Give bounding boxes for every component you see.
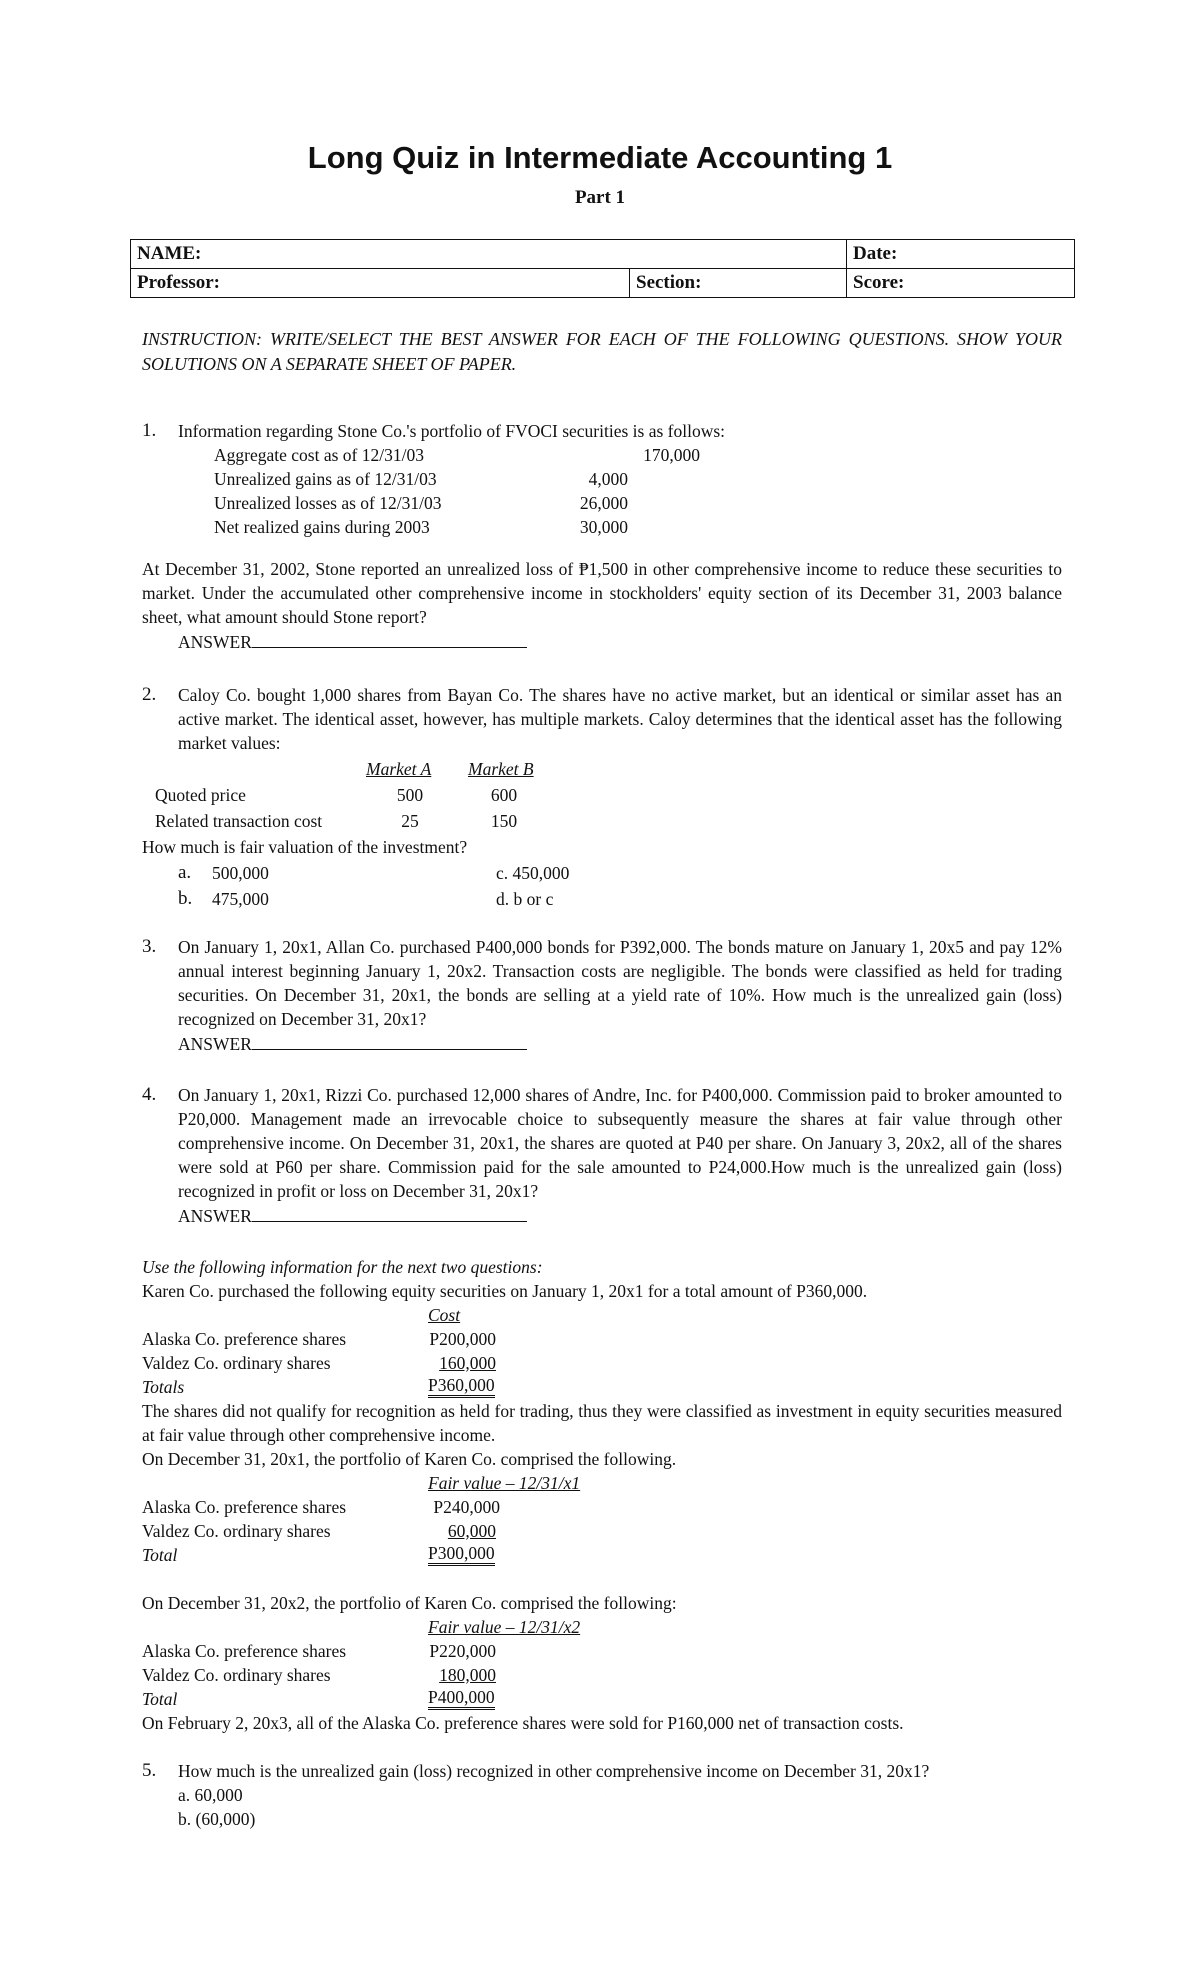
q1-intro: Information regarding Stone Co.'s portfolio of FVOCI securities is as follows: bbox=[178, 421, 726, 441]
q3-text: On January 1, 20x1, Allan Co. purchased P400,000 bonds for P392,000. The bonds mature on January 1, 20x5 and pay 12% annual interest beginning January 1, 20x2. Transaction costs are negligible. The bonds were classified as held for trading securities. On December 31, 20x1, the bonds are selling at a yield rate of 10%. How much is the unrealized gain (loss) recognized on December 31, 20x1? bbox=[178, 937, 1062, 1029]
fv2-total-value: P400,000 bbox=[428, 1687, 495, 1710]
fv2-row-label: Alaska Co. preference shares bbox=[142, 1641, 347, 1661]
q2-option-c[interactable]: c. 450,000 bbox=[496, 863, 570, 883]
q2-option-a[interactable]: 500,000 bbox=[212, 863, 269, 883]
q2-row-value-a: 25 bbox=[401, 811, 419, 831]
fv1-header: Fair value – 12/31/x1 bbox=[428, 1473, 581, 1493]
score-field: Score: bbox=[847, 269, 1075, 298]
q2-col-market-b: Market B bbox=[468, 759, 534, 779]
cost-row-value: P200,000 bbox=[429, 1329, 496, 1349]
q2-option-a-letter: a. bbox=[178, 862, 192, 883]
q2-row-value-b: 150 bbox=[490, 811, 518, 831]
q1-row-label: Unrealized gains as of 12/31/03 bbox=[214, 469, 437, 489]
q2-row-label: Related transaction cost bbox=[155, 811, 323, 831]
answer-label: ANSWER bbox=[178, 1034, 252, 1054]
cost-total-value: P360,000 bbox=[428, 1375, 495, 1398]
q2-option-b-letter: b. bbox=[178, 888, 193, 909]
q5-number: 5. bbox=[142, 1760, 157, 1781]
fv2-total-label: Total bbox=[142, 1689, 178, 1709]
q1-row-value: 30,000 bbox=[579, 517, 628, 537]
fv2-row-label: Valdez Co. ordinary shares bbox=[142, 1665, 331, 1685]
q1-row-value: 26,000 bbox=[579, 493, 628, 513]
q1-text: At December 31, 2002, Stone reported an unrealized loss of ₱1,500 in other comprehensive income to reduce these securities to market. Under the accumulated other comprehensive income in stockholders' equity section of its December 31, 2003 balance sheet, what amount should Stone report? bbox=[142, 559, 1062, 627]
q3-number: 3. bbox=[142, 936, 157, 957]
date-field: Date: bbox=[847, 240, 1075, 269]
case-intro: Karen Co. purchased the following equity securities on January 1, 20x1 for a total amount of P360,000. bbox=[142, 1281, 868, 1301]
q1-row-value: 4,000 bbox=[588, 469, 628, 489]
case-intro-italic: Use the following information for the next two questions: bbox=[142, 1257, 543, 1277]
fv2-row-value: P220,000 bbox=[429, 1641, 496, 1661]
case-para-4: On February 2, 20x3, all of the Alaska Co. preference shares were sold for P160,000 net of transaction costs. bbox=[142, 1713, 904, 1733]
q2-row-label: Quoted price bbox=[155, 785, 246, 805]
q2-row-value-a: 500 bbox=[396, 785, 424, 805]
fv1-total-value: P300,000 bbox=[428, 1543, 495, 1566]
fv1-row-label: Valdez Co. ordinary shares bbox=[142, 1521, 331, 1541]
answer-label: ANSWER bbox=[178, 632, 252, 652]
q1-answer-line[interactable] bbox=[178, 629, 527, 654]
fv1-total-label: Total bbox=[142, 1545, 178, 1565]
q1-row-label: Unrealized losses as of 12/31/03 bbox=[214, 493, 442, 513]
q1-row-label: Net realized gains during 2003 bbox=[214, 517, 430, 537]
q1-number: 1. bbox=[142, 420, 157, 441]
cost-header: Cost bbox=[428, 1305, 461, 1325]
q2-col-market-a: Market A bbox=[366, 759, 432, 779]
q2-number: 2. bbox=[142, 684, 157, 705]
cost-total-label: Totals bbox=[142, 1377, 185, 1397]
q5-text: How much is the unrealized gain (loss) recognized in other comprehensive income on December 31, 20x1? bbox=[178, 1761, 930, 1781]
cost-row-value: 160,000 bbox=[439, 1353, 496, 1373]
q4-number: 4. bbox=[142, 1084, 157, 1105]
q2-text: Caloy Co. bought 1,000 shares from Bayan Co. The shares have no active market, but an identical or similar asset has an active market. The identical asset, however, has multiple markets. Caloy determines that the identical asset has the following market values: bbox=[178, 685, 1062, 753]
fv1-row-value: P240,000 bbox=[433, 1497, 500, 1517]
answer-label: ANSWER bbox=[178, 1206, 252, 1226]
q5-option-b[interactable]: b. (60,000) bbox=[178, 1809, 256, 1829]
case-para-1: The shares did not qualify for recognition as held for trading, thus they were classified as investment in equity securities measured at fair value through other comprehensive income. bbox=[142, 1401, 1062, 1445]
student-info-table bbox=[130, 239, 1075, 298]
q3-answer-line[interactable] bbox=[178, 1031, 527, 1056]
q1-row-value: 170,000 bbox=[643, 445, 700, 465]
fv2-header: Fair value – 12/31/x2 bbox=[428, 1617, 581, 1637]
name-field: NAME: bbox=[131, 240, 847, 269]
page-title: Long Quiz in Intermediate Accounting 1 bbox=[307, 140, 893, 175]
case-para-2: On December 31, 20x1, the portfolio of Karen Co. comprised the following. bbox=[142, 1449, 677, 1469]
case-para-3: On December 31, 20x2, the portfolio of Karen Co. comprised the following: bbox=[142, 1593, 677, 1613]
q4-text: On January 1, 20x1, Rizzi Co. purchased 12,000 shares of Andre, Inc. for P400,000. Commission paid to broker amounted to P20,000. Management made an irrevocable choice to subsequently measure the shares at fair value through other comprehensive income. On December 31, 20x1, the shares are quoted at P40 per share. On January 3, 20x2, all of the shares were sold at P60 per share. Commission paid for the sale amounted to P24,000.How much is the unrealized gain (loss) recognized in profit or loss on December 31, 20x1? bbox=[178, 1085, 1062, 1201]
q1-row-label: Aggregate cost as of 12/31/03 bbox=[214, 445, 424, 465]
q2-row-value-b: 600 bbox=[490, 785, 518, 805]
q2-question: How much is fair valuation of the investment? bbox=[142, 837, 468, 857]
fv2-row-value: 180,000 bbox=[439, 1665, 496, 1685]
professor-field: Professor: bbox=[131, 269, 630, 298]
cost-row-label: Alaska Co. preference shares bbox=[142, 1329, 347, 1349]
q4-answer-line[interactable] bbox=[178, 1203, 527, 1228]
instruction-text: INSTRUCTION: WRITE/SELECT THE BEST ANSWER FOR EACH OF THE FOLLOWING QUESTIONS. SHOW YOUR SOLUTIONS ON A SEPARATE SHEET OF PAPER. bbox=[142, 329, 1062, 374]
page-subtitle: Part 1 bbox=[574, 187, 626, 208]
cost-row-label: Valdez Co. ordinary shares bbox=[142, 1353, 331, 1373]
q5-option-a[interactable]: a. 60,000 bbox=[178, 1785, 243, 1805]
q2-option-d[interactable]: d. b or c bbox=[496, 889, 554, 909]
q2-option-b[interactable]: 475,000 bbox=[212, 889, 269, 909]
fv1-row-label: Alaska Co. preference shares bbox=[142, 1497, 347, 1517]
fv1-row-value: 60,000 bbox=[447, 1521, 496, 1541]
section-field: Section: bbox=[630, 269, 847, 298]
